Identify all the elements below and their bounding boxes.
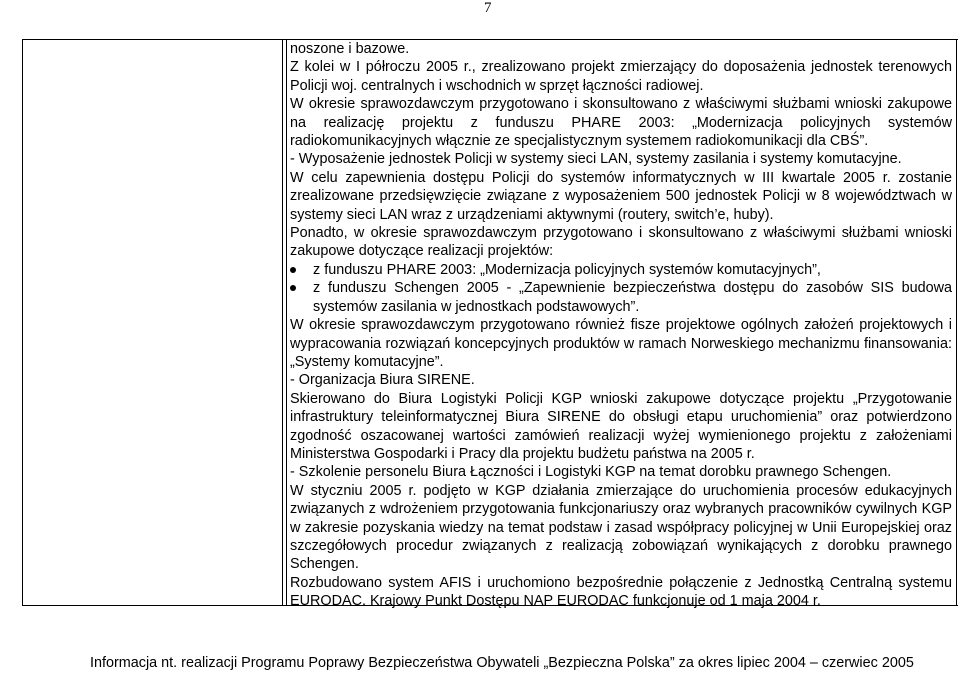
bullet-icon [290, 285, 296, 291]
paragraph: W okresie sprawozdawczym przygotowano również fisze projektowe ogólnych założeń projektowych i wypracowania rozwiązań koncepcyjnych produktów w ramach Norweskiego mechanizmu finansowania: „Systemy komutacyjne”. [290, 317, 952, 370]
paragraph: W okresie sprawozdawczym przygotowano i skonsultowano z właściwymi służbami wnioski zakupowe na realizację projektu z funduszu PHARE 2003: „Modernizacja policyjnych systemów radiokomunikacyjnych włącznie ze specjalistycznym systemem radiokomunikacji dla CBŚ”. [290, 96, 952, 150]
paragraph: Rozbudowano system AFIS i uruchomiono bezpośrednie połączenie z Jednostką Centralną systemu EURODAC. Krajowy Punkt Dostępu NAP EURODAC funkcjonuje od 1 maja 2004 r. [290, 574, 952, 610]
paragraph: - Szkolenie personelu Biura Łączności i Logistyki KGP na temat dorobku prawnego Schengen. [290, 464, 892, 481]
paragraph: noszone i bazowe. [290, 41, 410, 57]
table-left-border [22, 39, 23, 606]
list-item [290, 279, 952, 316]
list-item-text: z funduszu PHARE 2003: „Modernizacja policyjnych systemów komutacyjnych”, [313, 261, 821, 278]
paragraph: Skierowano do Biura Logistyki Policji KGP wnioski zakupowe dotyczące projektu „Przygotowanie infrastruktury teleinformatycznej Biura SIRENE do obsługi etapu uruchomienia” oraz potwierdzono zgodność oszacowanej wartości zamówień realizacji wyżej wymienionego projektu z założeniami Ministerstwa Gospodarki i Pracy dla projektu budżetu państwa na 2005 r. [290, 390, 952, 462]
list-item [290, 261, 952, 279]
page-footer: Informacja nt. realizacji Programu Poprawy Bezpieczeństwa Obywateli „Bezpieczna Polska” za okres lipiec 2004 – czerwiec 2005 [90, 655, 914, 671]
bullet-list [290, 261, 952, 316]
column-divider-double [286, 39, 287, 606]
paragraph: W celu zapewnienia dostępu Policji do systemów informatycznych w III kwartale 2005 r. zostanie zrealizowane przedsięwzięcie związane z wyposażeniem 500 jednostek Policji w 8 województwach w systemy sieci LAN wraz z urządzeniami aktywnymi (routery, switch’e, huby). [290, 169, 952, 223]
column-divider [282, 39, 283, 606]
table-cell-content [290, 40, 952, 611]
paragraph: - Wyposażenie jednostek Policji w systemy sieci LAN, systemy zasilania i systemy komutacyjne. [290, 151, 902, 168]
table-right-border [956, 39, 957, 606]
page-number: 7 [484, 0, 492, 16]
bullet-icon [290, 267, 296, 273]
paragraph: Ponadto, w okresie sprawozdawczym przygotowano i skonsultowano z właściwymi służbami wnioski zakupowe dotyczące realizacji projektów: [290, 225, 952, 260]
paragraph: - Organizacja Biura SIRENE. [290, 372, 475, 389]
paragraph: Z kolei w I półroczu 2005 r., zrealizowano projekt zmierzający do doposażenia jednostek terenowych Policji woj. centralnych i wschodnich w sprzęt łączności radiowej. [290, 59, 952, 94]
paragraph: W styczniu 2005 r. podjęto w KGP działania zmierzające do uruchomienia procesów edukacyjnych związanych z wdrożeniem przygotowania funkcjonariuszy oraz wybranych pracowników cywilnych KGP w zakresie pozyskania wiedzy na temat podstaw i zasad współpracy policyjnej w Unii Europejskiej oraz szczegółowych procedur związanych z realizacją zobowiązań wynikających z dorobku prawnego Schengen. [290, 482, 952, 573]
list-item-text: z funduszu Schengen 2005 - „Zapewnienie bezpieczeństwa dostępu do zasobów SIS budowa systemów zasilania w jednostkach podstawowych”. [313, 280, 952, 315]
